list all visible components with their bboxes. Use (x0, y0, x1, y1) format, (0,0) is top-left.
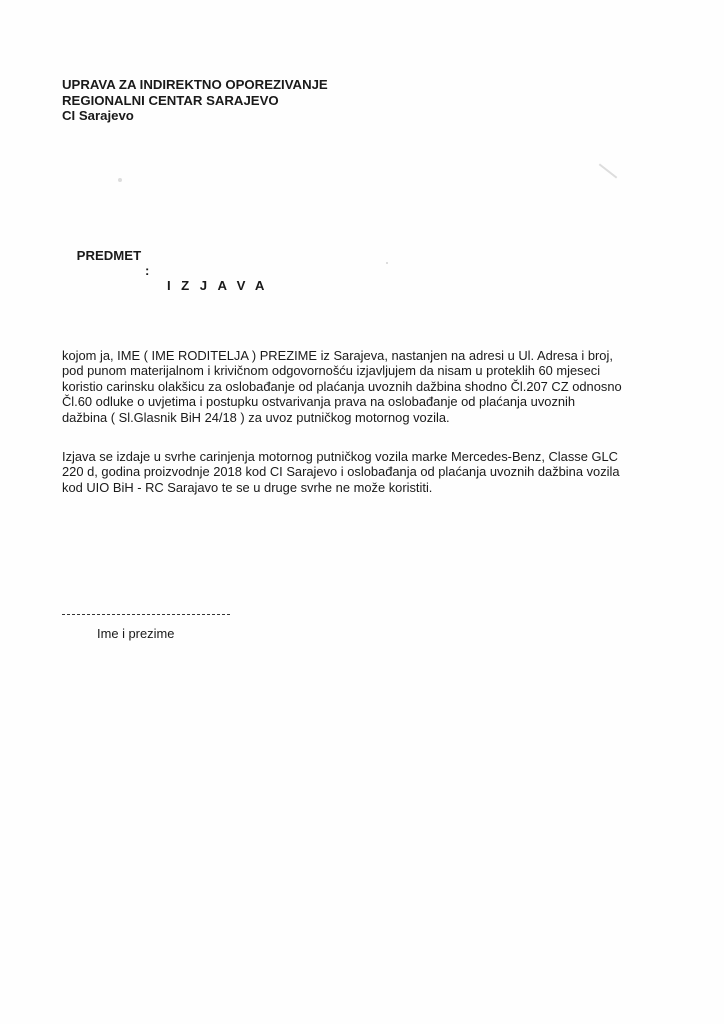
purpose-paragraph (62, 449, 702, 495)
header-line-authority: UPRAVA ZA INDIREKTNO OPOREZIVANJE (62, 77, 328, 92)
statement-paragraph (62, 348, 702, 425)
paragraph-line: dažbina ( Sl.Glasnik BiH 24/18 ) za uvoz putničkog motornog vozila. (62, 409, 450, 425)
subject-line (62, 233, 275, 308)
subject-separator: : (145, 263, 150, 278)
subject-label: PREDMET (76, 248, 142, 263)
signature-label: Ime i prezime (97, 626, 175, 641)
scan-artifact (599, 163, 618, 178)
paragraph-line: 220 d, godina proizvodnje 2018 kod CI Sarajevo i oslobađanja od plaćanja uvoznih dažbina vozila (62, 464, 620, 480)
paragraph-line: Čl.60 odluke o uvjetima i postupku ostvarivanja prava na oslobađanje od plaćanja uvoznih (62, 394, 576, 410)
scan-artifact (118, 178, 122, 182)
subject-title: IZJAVA (167, 278, 275, 293)
paragraph-line: koristio carinsku olakšicu za oslobađanje od plaćanja uvoznih dažbina shodno Čl.207 CZ odnosno (62, 378, 622, 394)
paragraph-line: kojom ja, IME ( IME RODITELJA ) PREZIME iz Sarajeva, nastanjen na adresi u Ul. Adresa i broj, (62, 348, 613, 363)
header-line-customs-office: CI Sarajevo (62, 108, 134, 123)
authority-header (62, 77, 328, 124)
paragraph-line: kod UIO BiH - RC Sarajavo te se u druge svrhe ne može koristiti. (62, 479, 433, 495)
header-line-regional-center: REGIONALNI CENTAR SARAJEVO (62, 92, 279, 108)
paragraph-line: Izjava se izdaje u svrhe carinjenja motornog putničkog vozila marke Mercedes-Benz, Classe GLC (62, 449, 618, 464)
signature-line (62, 614, 230, 615)
scan-artifact (386, 262, 388, 264)
paragraph-line: pod punom materijalnom i krivičnom odgovornošću izjavljujem da nisam u proteklih 60 mjeseci (62, 363, 601, 379)
